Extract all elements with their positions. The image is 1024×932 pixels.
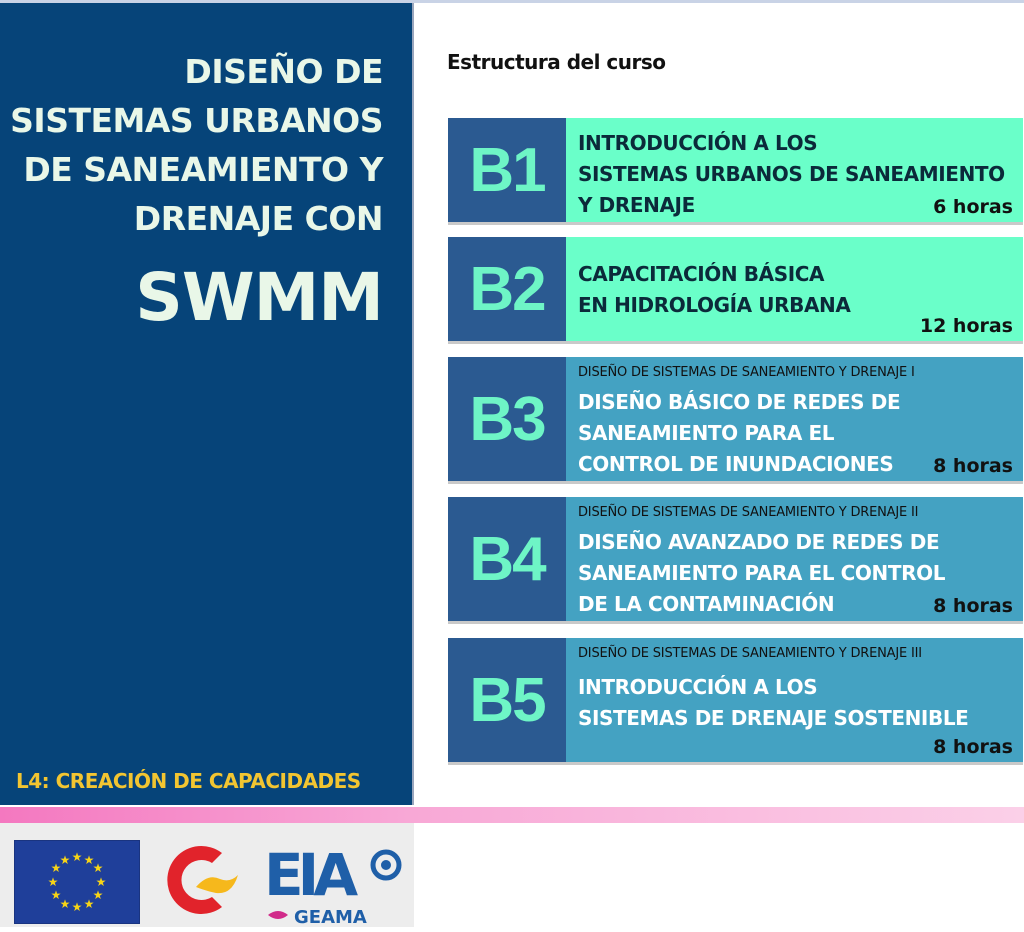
title-line: DRENAJE CON <box>133 199 383 238</box>
cooperation-logo <box>160 835 240 925</box>
block-title-line: INTRODUCCIÓN A LOS <box>578 675 818 699</box>
block-title-line: CONTROL DE INUNDACIONES <box>578 452 894 476</box>
block-body <box>566 118 1023 222</box>
block-code: B4 <box>448 497 566 621</box>
svg-text:★: ★ <box>50 861 62 875</box>
course-block-b2[interactable] <box>448 237 1023 344</box>
course-block-b3[interactable] <box>448 357 1023 484</box>
svg-text:★: ★ <box>50 888 62 902</box>
svg-text:GEAMA: GEAMA <box>294 907 367 927</box>
block-code: B1 <box>448 118 566 222</box>
svg-text:EIA: EIA <box>264 841 353 909</box>
block-hours: 8 horas <box>933 736 1013 758</box>
block-code: B3 <box>448 357 566 481</box>
block-module-label: DISEÑO DE SISTEMAS DE SANEAMIENTO Y DRENAJE III <box>578 646 922 661</box>
svg-text:★: ★ <box>92 861 104 875</box>
course-block-b5[interactable] <box>448 638 1023 765</box>
block-code: B5 <box>448 638 566 762</box>
block-hours: 8 horas <box>933 455 1013 477</box>
eu-flag-logo <box>14 840 140 924</box>
eu-stars-icon <box>15 841 139 923</box>
block-module-label: DISEÑO DE SISTEMAS DE SANEAMIENTO Y DRENAJE I <box>578 365 915 380</box>
title-line: SISTEMAS URBANOS <box>10 101 383 140</box>
block-code: B2 <box>448 237 566 341</box>
block-title-line: EN HIDROLOGÍA URBANA <box>578 293 851 317</box>
course-block-b4[interactable] <box>448 497 1023 624</box>
svg-text:★: ★ <box>71 850 83 864</box>
block-hours: 6 horas <box>933 196 1013 218</box>
c-logo-icon <box>160 835 240 925</box>
course-title <box>10 47 383 243</box>
title-line: DE SANEAMIENTO Y <box>23 150 383 189</box>
block-title-line: SISTEMAS URBANOS DE SANEAMIENTO <box>578 162 1005 186</box>
block-title-line: DISEÑO AVANZADO DE REDES DE <box>578 530 940 554</box>
block-title-line: Y DRENAJE <box>578 193 695 217</box>
logo-strip <box>0 823 414 927</box>
block-body <box>566 357 1023 481</box>
block-title-line: DE LA CONTAMINACIÓN <box>578 592 835 616</box>
block-body <box>566 497 1023 621</box>
block-title-line: SANEAMIENTO PARA EL CONTROL <box>578 561 946 585</box>
svg-text:★: ★ <box>92 888 104 902</box>
block-title-line: CAPACITACIÓN BÁSICA <box>578 262 825 286</box>
svg-text:★: ★ <box>83 897 95 911</box>
block-title <box>578 672 968 734</box>
svg-text:★: ★ <box>71 900 83 914</box>
course-title-panel <box>0 3 414 805</box>
block-title <box>578 259 850 321</box>
svg-text:★: ★ <box>59 897 71 911</box>
eia-logo-icon <box>262 833 402 927</box>
block-hours: 8 horas <box>933 595 1013 617</box>
block-body <box>566 638 1023 762</box>
capacity-line-tag: L4: CREACIÓN DE CAPACIDADES <box>16 769 361 793</box>
svg-text:★: ★ <box>59 853 71 867</box>
block-title-line: INTRODUCCIÓN A LOS <box>578 131 818 155</box>
course-block-b1[interactable] <box>448 118 1023 225</box>
block-title <box>578 387 900 480</box>
svg-text:★: ★ <box>47 875 59 889</box>
svg-text:★: ★ <box>95 875 107 889</box>
block-module-label: DISEÑO DE SISTEMAS DE SANEAMIENTO Y DRENAJE II <box>578 505 919 520</box>
title-line: DISEÑO DE <box>184 52 383 91</box>
block-hours: 12 horas <box>919 315 1013 337</box>
block-title-line: SANEAMIENTO PARA EL <box>578 421 835 445</box>
block-title <box>578 527 945 620</box>
block-title-line: SISTEMAS DE DRENAJE SOSTENIBLE <box>578 706 969 730</box>
course-title-swmm: SWMM <box>135 259 383 336</box>
block-body <box>566 237 1023 341</box>
footer-band <box>0 807 1024 823</box>
course-structure-heading: Estructura del curso <box>447 50 666 74</box>
block-title-line: DISEÑO BÁSICO DE REDES DE <box>578 390 901 414</box>
svg-text:★: ★ <box>83 853 95 867</box>
eia-geama-logo <box>262 833 402 927</box>
